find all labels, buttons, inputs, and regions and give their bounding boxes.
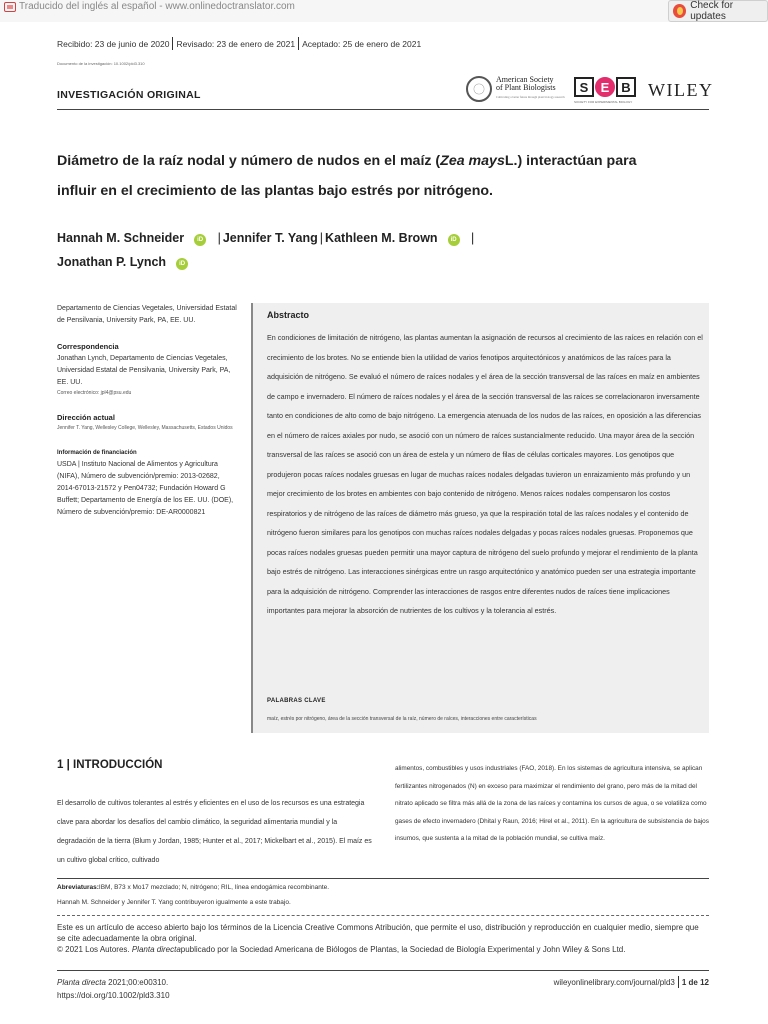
affiliation: Departamento de Ciencias Vegetales, Universidad Estatal de Pensilvania, University Park, PA, EE. UU.: [57, 305, 237, 324]
footer-divider: [57, 970, 709, 971]
journal-name: Planta directa: [57, 978, 106, 987]
species-name: Zea mays: [440, 153, 505, 169]
footer-divider-bar: [678, 976, 679, 988]
correspondence-text: Jonathan Lynch, Departamento de Ciencias Vegetales, Universidad Estatal de Pensilvania, University Park, PA, EE. UU.: [57, 355, 231, 386]
journal-url-link[interactable]: wileyonlinelibrary.com/journal/pld3: [553, 977, 675, 987]
translator-bar: [0, 0, 768, 22]
revised-date: Revisado: 23 de enero de 2021: [176, 38, 296, 49]
keywords-text: maíz, estrés por nitrógeno, área de la sección transversal de la raíz, número de raíces, interacciones entre características: [267, 716, 537, 722]
license-divider: [57, 915, 709, 916]
license-text: Este es un artículo de acceso abierto bajo los términos de la Licencia Creative Commons Atribución, que permite el uso, distribución y reproducción en cualquier medio, siempre que se cite adecuadamente la obra original.: [57, 923, 699, 943]
funding-heading: Información de financiación: [57, 450, 137, 456]
citation-volume: 2021;00:e00310.: [108, 978, 169, 987]
footer-citation: [57, 976, 170, 1002]
footnote-divider: [57, 878, 709, 879]
author-name[interactable]: Hannah M. Schneider: [57, 231, 185, 245]
author-separator: |: [471, 231, 475, 245]
author-name[interactable]: Kathleen M. Brown: [325, 231, 438, 245]
aspb-seal-icon: [466, 76, 492, 102]
translator-icon: [4, 2, 16, 12]
received-date: Recibido: 23 de junio de 2020: [57, 38, 170, 49]
keywords-heading: PALABRAS CLAVE: [267, 698, 326, 704]
introduction-right-column: alimentos, combustibles y usos industriales (FAO, 2018). En los sistemas de agricultura intensiva, se aplican fertilizantes nitrogenados (N) en exceso para maximizar el rendimiento del grano, pero más de la mitad del nitrato aplicado se filtra más allá de la zona de las raíces y contamina los cursos de agua, o se volatiliza como gases de efecto invernadero (Dhital y Raun, 2016; Hirel et al., 2011). En la agricultura de subsistencia de bajos insumos, que sustenta a la mitad de la población mundial, se cultiva maíz.: [395, 765, 709, 842]
abbreviations-note: Abreviaturas:IBM, B73 x Mo17 mezclado; N, nitrógeno; RIL, línea endogámica recombinante.: [57, 884, 330, 891]
introduction-left-column: El desarrollo de cultivos tolerantes al estrés y eficientes en el uso de los recursos es una estrategia clave para abordar los desafíos del cambio climático, la seguridad alimentaria mundial y la degradación de la tierra (Blum y Jordan, 1985; Hunter et al., 2017; Mickelbart et al., 2015). El maíz es un cultivo global crítico, cultivado: [57, 800, 372, 864]
check-updates-label: Check for updates: [690, 0, 734, 22]
correspondence: [57, 341, 237, 398]
author-name[interactable]: Jonathan P. Lynch: [57, 255, 167, 269]
aspb-logo: American Society of Plant Biologists Cultivating a better future through plant biology research: [496, 75, 565, 99]
article-title: Diámetro de la raíz nodal y número de nudos en el maíz (Zea maysL.) interactúan para influir en el crecimiento de las plantas bajo estrés por nitrógeno.: [57, 153, 637, 199]
page-number: 1 de 12: [681, 977, 709, 987]
doi-link[interactable]: https://doi.org/10.1002/pld3.310: [57, 991, 170, 1000]
translator-notice[interactable]: [4, 1, 295, 12]
header-divider: [57, 109, 709, 110]
funding-text: USDA | Instituto Nacional de Alimentos y Agricultura (NIFA), Número de subvención/premio: 2013-02682, 2014-67013-21572 y Pen04732; Fundación Howard G Buffett; Departamento de Energía de los EE. UU. (DOE), Número de subvención/premio: DE-AR0000821: [57, 461, 234, 516]
crossmark-icon: [673, 4, 686, 18]
orcid-icon[interactable]: iD: [176, 258, 188, 270]
accepted-date: Aceptado: 25 de enero de 2021: [302, 38, 422, 49]
funding-info: [57, 447, 237, 519]
wiley-logo: WILEY: [648, 80, 714, 100]
equal-contribution-note: Hannah M. Schneider y Jennifer T. Yang contribuyeron igualmente a este trabajo.: [57, 899, 291, 906]
abbreviations-label: Abreviaturas:: [57, 884, 99, 891]
correspondence-email[interactable]: Correo electrónico: jpl4@psu.edu: [57, 390, 132, 396]
author-separator: |: [217, 231, 221, 245]
orcid-icon[interactable]: iD: [448, 234, 460, 246]
copyright-text: © 2021 Los Autores. Planta directapublicado por la Sociedad Americana de Biólogos de Plantas, la Sociedad de Biología Experimental y John Wiley & Sons Ltd.: [57, 945, 626, 954]
article-type: INVESTIGACIÓN ORIGINAL: [57, 89, 201, 101]
document-id: Documento de la investigación: 10.1002/pld3.310: [57, 61, 145, 66]
current-address-text: Jennifer T. Yang, Wellesley College, Wellesley, Massachusetts, Estados Unidos: [57, 425, 233, 431]
author-name[interactable]: Jennifer T. Yang: [222, 231, 318, 245]
correspondence-heading: Correspondencia: [57, 342, 119, 351]
introduction-heading: 1 | INTRODUCCIÓN: [57, 759, 163, 771]
current-address: [57, 412, 237, 433]
footer-right: [554, 976, 709, 988]
seb-logo: S E B: [574, 77, 636, 97]
author-separator: |: [319, 231, 324, 245]
orcid-icon[interactable]: iD: [194, 234, 206, 246]
article-dates: [57, 37, 421, 50]
seb-logo-subtitle: SOCIETY FOR EXPERIMENTAL BIOLOGY: [574, 100, 633, 104]
check-for-updates-button[interactable]: [668, 0, 768, 22]
translator-text: Traducido del inglés al español - www.onlinedoctranslator.com: [19, 1, 295, 12]
author-info-column: [57, 303, 237, 533]
current-address-heading: Dirección actual: [57, 413, 115, 422]
abstract-border: [251, 303, 253, 733]
abstract-heading: Abstracto: [267, 310, 310, 320]
date-divider: [298, 37, 299, 50]
abstract-text: En condiciones de limitación de nitrógeno, las plantas aumentan la asignación de recursos al crecimiento de las raíces en relación con el crecimiento de los brotes. No se entiende bien la utilidad de varios fenotipos arquitectónicos y anatómicos de las raíces para la adquisición de nitrógeno. Se evaluó el número de raíces nodales y el área de la sección transversal de las raíces en maíz en ambientes de campo e invernadero. El número de raíces nodales y el área de la sección transversal de las raíces se correlacionaron inversamente tanto en condiciones de alto como de bajo nitrógeno. La emergencia atenuada de los nudos de las raíces, en oposición a las diferencias en el número de raíces axiales por nudo, se asoció con un número de raíces sustancialmente reducido. Una mayor área de la sección transversal de las raíces se asoció con un área de estela y un número de filas de células corticales mayores. Los genotipos que produjeron pocas raíces nodales gruesas en lugar de muchas raíces nodales delgadas tuvieron un enraizamiento más profundo y un mejor crecimiento de los brotes en ambientes con bajo contenido de nitrógeno. Menos raíces nodales compensaron los costos respiratorios y de nitrógeno de las raíces de diámetro más grueso, ya que la respiración total de las raíces nodales y el contenido de nitrógeno fueron similares para los genotipos con muchas raíces nodales delgadas y pocas raíces nodales gruesas. Proponemos que pocas raíces nodales gruesas pueden permitir una mayor captura de nitrógeno del suelo profundo y mejorar el rendimiento de la planta bajo estrés de nitrógeno. Las interacciones sinérgicas entre un rasgo arquitectónico y anatómico pueden ser una estrategia importante para la adquisición de nitrógeno. Comprender las interacciones de rasgos entre diferentes nudos de raíces tiene implicaciones importantes para mejorar la absorción de nutrientes de los cultivos y la tolerancia al estrés.: [267, 333, 703, 615]
license-notice: [57, 922, 707, 955]
publisher-logos: [466, 74, 714, 104]
author-list: [57, 226, 617, 274]
date-divider: [172, 37, 173, 50]
